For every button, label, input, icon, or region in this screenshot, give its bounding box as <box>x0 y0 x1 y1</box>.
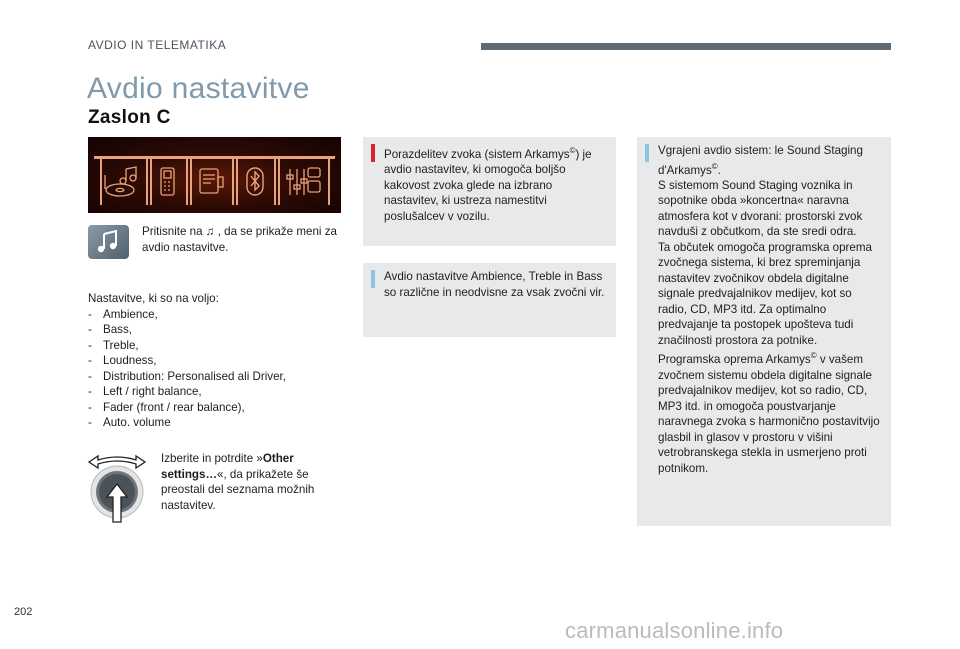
audio-button-icon <box>88 225 129 259</box>
list-item: - Ambience, <box>88 307 158 321</box>
list-item: - Auto. volume <box>88 416 171 429</box>
warning-text: Porazdelitev zvoka (sistem Arkamys©) je avdio nastavitev, ki omogoča boljšo kakovost zvoka glede na izbrano nastavitev, ki ustreza namestitvi poslušalcev v vozilu. <box>384 146 592 223</box>
settings-list <box>88 291 348 431</box>
warning-icon <box>371 144 375 162</box>
page-number: 202 <box>14 606 33 618</box>
info-note-sound-staging <box>637 137 891 526</box>
music-note-icon: ♫ <box>205 225 215 238</box>
info-icon <box>645 144 649 162</box>
info-note-ambience <box>363 263 616 337</box>
settings-icon <box>286 165 322 199</box>
step-press-audio: Pritisnite na ♫ , da se prikaže meni za avdio nastavitve. <box>142 225 337 254</box>
header-rule <box>481 43 891 50</box>
list-item: - Fader (front / rear balance), <box>88 400 245 414</box>
list-item: - Treble, <box>88 338 139 352</box>
list-item: - Distribution: Personalised ali Driver, <box>88 369 286 383</box>
info-icon <box>371 270 375 288</box>
step-other-settings: Izberite in potrdite »Other settings…«, da prikažete še preostali del seznama možnih nastavitev. <box>161 452 315 512</box>
warning-note <box>363 137 616 246</box>
page-subtitle: Zaslon C <box>88 107 171 128</box>
list-item: - Left / right balance, <box>88 385 202 398</box>
screen-c-illustration <box>88 137 341 213</box>
section-header: AVDIO IN TELEMATIKA <box>88 38 227 52</box>
settings-list-intro: Nastavitve, ki so na voljo: <box>88 292 219 305</box>
info-text: Avdio nastavitve Ambience, Treble in Bass so različne in neodvisne za vsak zvočni vir. <box>384 270 605 299</box>
list-item: - Bass, <box>88 323 132 336</box>
bluetooth-icon <box>246 167 264 197</box>
list-item: - Loudness, <box>88 354 157 367</box>
page-title: Avdio nastavitve <box>87 72 310 105</box>
mymenu-icon <box>198 167 226 197</box>
rotary-dial-icon <box>86 452 148 524</box>
watermark: carmanualsonline.info <box>565 618 784 643</box>
info-text: Vgrajeni avdio sistem: le Sound Staging d'Arkamys©. S sistemom Sound Staging voznika in sopotnike obda »koncertna« naravna atmosfera kot v dvorani: prostorski zvok navduši z občutkom, da ste sredi odra. Ta občutek omogoča programska oprema zvočnega sistema, ki brez spreminjanja nastavitev zvočnikov obdela digitalne signale predvajalnikov medijev, kot so radio, CD, MP3 itd. Za optimalno predvajanje ta postopek upošteva tudi značilnosti prostora za potnike. Programska oprema Arkamys© v vašem zvočnem sistemu obdela digitalne signale predvajalnikov medijev, kot so radio, CD, MP3 itd. in omogoča poustvarjanje naravnega zvoka s harmonično postavitvijo glasbil in glasov v prostoru v višini vetrobranskega stekla in usmerjeno proti potnikom. <box>658 144 880 475</box>
music-icon <box>102 165 144 199</box>
phone-icon <box>159 167 177 197</box>
